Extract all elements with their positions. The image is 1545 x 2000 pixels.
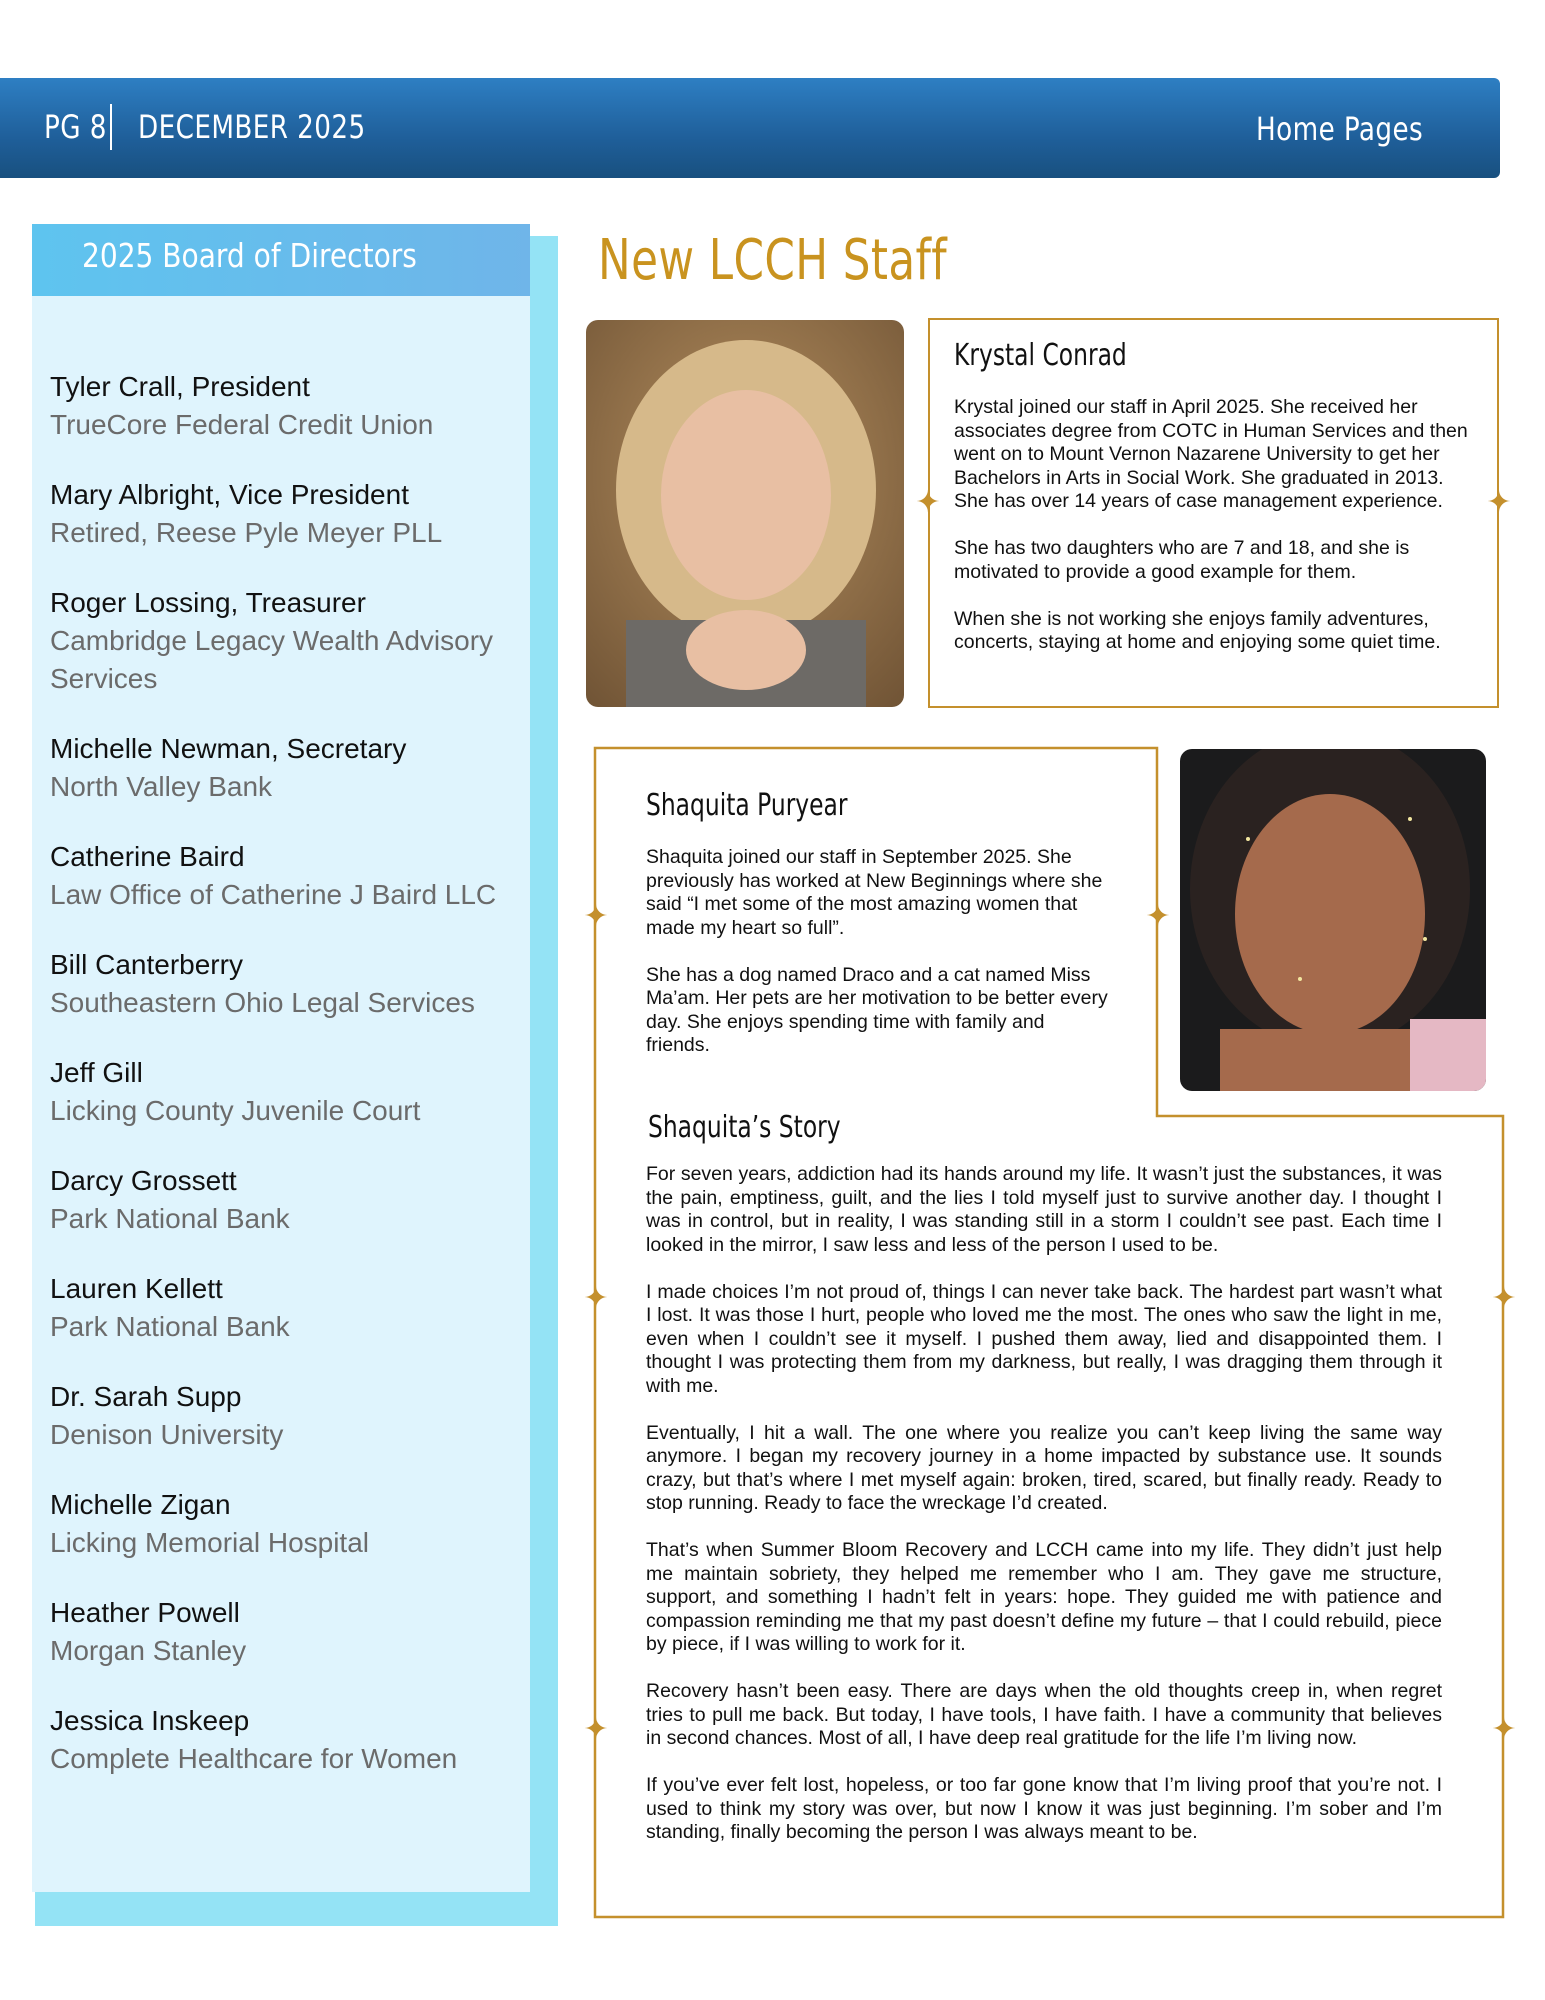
story-paragraph: That’s when Summer Bloom Recovery and LCCH came into my life. They didn’t just help me maintain sobriety, they helped me remember who I am. They gave me structure, support, and something I hadn’t felt in years: hope. They guided me with patience and compassion reminding me that my past doesn’t define my future – that I could rebuild, piece by piece, if I was willing to work for it.: [646, 1539, 1442, 1655]
member-name: Dr. Sarah Supp: [50, 1381, 242, 1412]
member-org: Law Office of Catherine J Baird LLC: [50, 879, 497, 910]
member-org: Morgan Stanley: [50, 1635, 247, 1666]
krystal-photo: [586, 320, 904, 707]
bio-paragraph: Krystal joined our staff in April 2025. She received her associates degree from COTC in Human Services and then went on to Mount Vernon Nazarene University to get her Bachelors in Arts in Social Work. She graduated in 2013. She has over 14 years of case management experience.: [954, 396, 1468, 512]
story-paragraph: If you’ve ever felt lost, hopeless, or too far gone know that I’m living proof that you’re not. I used to think my story was over, but now I know it was just beginning. I’m sober and I’m standing, finally becoming the person I was always meant to be.: [646, 1774, 1442, 1843]
story-title: Shaquita’s Story: [648, 1110, 841, 1145]
member-org: North Valley Bank: [50, 771, 273, 802]
header-divider: [110, 104, 112, 150]
board-member-list: [50, 368, 530, 1810]
member-org: Licking Memorial Hospital: [50, 1527, 370, 1558]
story-paragraph: Recovery hasn’t been easy. There are days when the old thoughts creep in, when regret tries to pull me back. But today, I have tools, I have faith. I have a community that believes in second chances. Most of all, I have deep real gratitude for the life I’m living now.: [646, 1680, 1442, 1749]
member-org: TrueCore Federal Credit Union: [50, 409, 434, 440]
board-member: [50, 1486, 530, 1562]
member-name: Roger Lossing, Treasurer: [50, 587, 366, 618]
board-member: [50, 1162, 530, 1238]
shaquita-story: [646, 1163, 1442, 1868]
member-org: Park National Bank: [50, 1311, 290, 1342]
section-title: New LCCH Staff: [598, 228, 948, 293]
board-member: [50, 1270, 530, 1346]
member-name: Jeff Gill: [50, 1057, 143, 1088]
bio-paragraph: Shaquita joined our staff in September 2025. She previously has worked at New Beginnings where she said “I met some of the most amazing women that made my heart so full”.: [646, 846, 1103, 939]
member-name: Lauren Kellett: [50, 1273, 223, 1304]
member-name: Bill Canterberry: [50, 949, 243, 980]
board-member: [50, 584, 530, 698]
sparkle-icon: ✦: [583, 1713, 609, 1746]
member-org: Southeastern Ohio Legal Services: [50, 987, 475, 1018]
member-name: Michelle Newman, Secretary: [50, 733, 407, 764]
board-title: 2025 Board of Directors: [82, 236, 417, 275]
board-member: [50, 730, 530, 806]
board-member: [50, 946, 530, 1022]
board-member: [50, 476, 530, 552]
story-paragraph: Eventually, I hit a wall. The one where you realize you can’t keep living the same way anymore. I began my recovery journey in a home impacted by substance use. It sounds crazy, but that’s where I met myself again: broken, tired, scared, but finally ready. Ready to stop running. Ready to face the wreckage I’d created.: [646, 1421, 1442, 1514]
member-org: Licking County Juvenile Court: [50, 1095, 421, 1126]
sparkle-icon: ✦: [915, 486, 941, 519]
board-member: [50, 838, 530, 914]
member-name: Michelle Zigan: [50, 1489, 231, 1520]
shaquita-bio: [646, 846, 1108, 1081]
sparkle-icon: ✦: [583, 900, 609, 933]
board-member: [50, 1702, 530, 1778]
member-org: Retired, Reese Pyle Meyer PLL: [50, 517, 443, 548]
member-name: Darcy Grossett: [50, 1165, 237, 1196]
member-name: Mary Albright, Vice President: [50, 479, 409, 510]
bio-paragraph: She has two daughters who are 7 and 18, and she is motivated to provide a good example for them.: [954, 537, 1410, 583]
board-member: [50, 1054, 530, 1130]
bio-paragraph: She has a dog named Draco and a cat named Miss Ma’am. Her pets are her motivation to be better every day. She enjoys spending time with family and friends.: [646, 963, 1108, 1056]
member-name: Heather Powell: [50, 1597, 240, 1628]
page-number: PG 8: [44, 108, 107, 146]
section-name: Home Pages: [1256, 110, 1424, 148]
member-name: Catherine Baird: [50, 841, 245, 872]
board-member: [50, 368, 530, 444]
member-org: Cambridge Legacy Wealth Advisory Services: [50, 625, 494, 694]
sparkle-icon: ✦: [1491, 1713, 1517, 1746]
sparkle-icon: ✦: [583, 1282, 609, 1315]
member-name: Jessica Inskeep: [50, 1705, 250, 1736]
shaquita-name: Shaquita Puryear: [646, 788, 848, 823]
sparkle-icon: ✦: [1491, 1282, 1517, 1315]
member-name: Tyler Crall, President: [50, 371, 310, 402]
member-org: Complete Healthcare for Women: [50, 1743, 458, 1774]
member-org: Denison University: [50, 1419, 284, 1450]
sparkle-icon: ✦: [1486, 486, 1512, 519]
story-paragraph: For seven years, addiction had its hands around my life. It wasn’t just the substances, it was the pain, emptiness, guilt, and the lies I told myself just to survive another day. I thought I was in control, but in reality, I was standing still in a storm I couldn’t see past. Each time I looked in the mirror, I saw less and less of the person I used to be.: [646, 1163, 1442, 1256]
sparkle-icon: ✦: [1145, 900, 1171, 933]
board-member: [50, 1594, 530, 1670]
issue-date: DECEMBER 2025: [138, 108, 366, 146]
krystal-bio: [954, 396, 1474, 678]
shaquita-photo: [1180, 749, 1486, 1091]
story-paragraph: I made choices I’m not proud of, things I can never take back. The hardest part wasn’t what I lost. It was those I hurt, people who loved me the most. The ones who saw the light in me, even when I couldn’t see it myself. I pushed them away, lied and disappointed them. I thought I was protecting them from my darkness, but really, I was dragging them through it with me.: [646, 1280, 1442, 1397]
board-member: [50, 1378, 530, 1454]
member-org: Park National Bank: [50, 1203, 290, 1234]
bio-paragraph: When she is not working she enjoys family adventures, concerts, staying at home and enjoying some quiet time.: [954, 607, 1441, 653]
krystal-name: Krystal Conrad: [954, 338, 1127, 373]
